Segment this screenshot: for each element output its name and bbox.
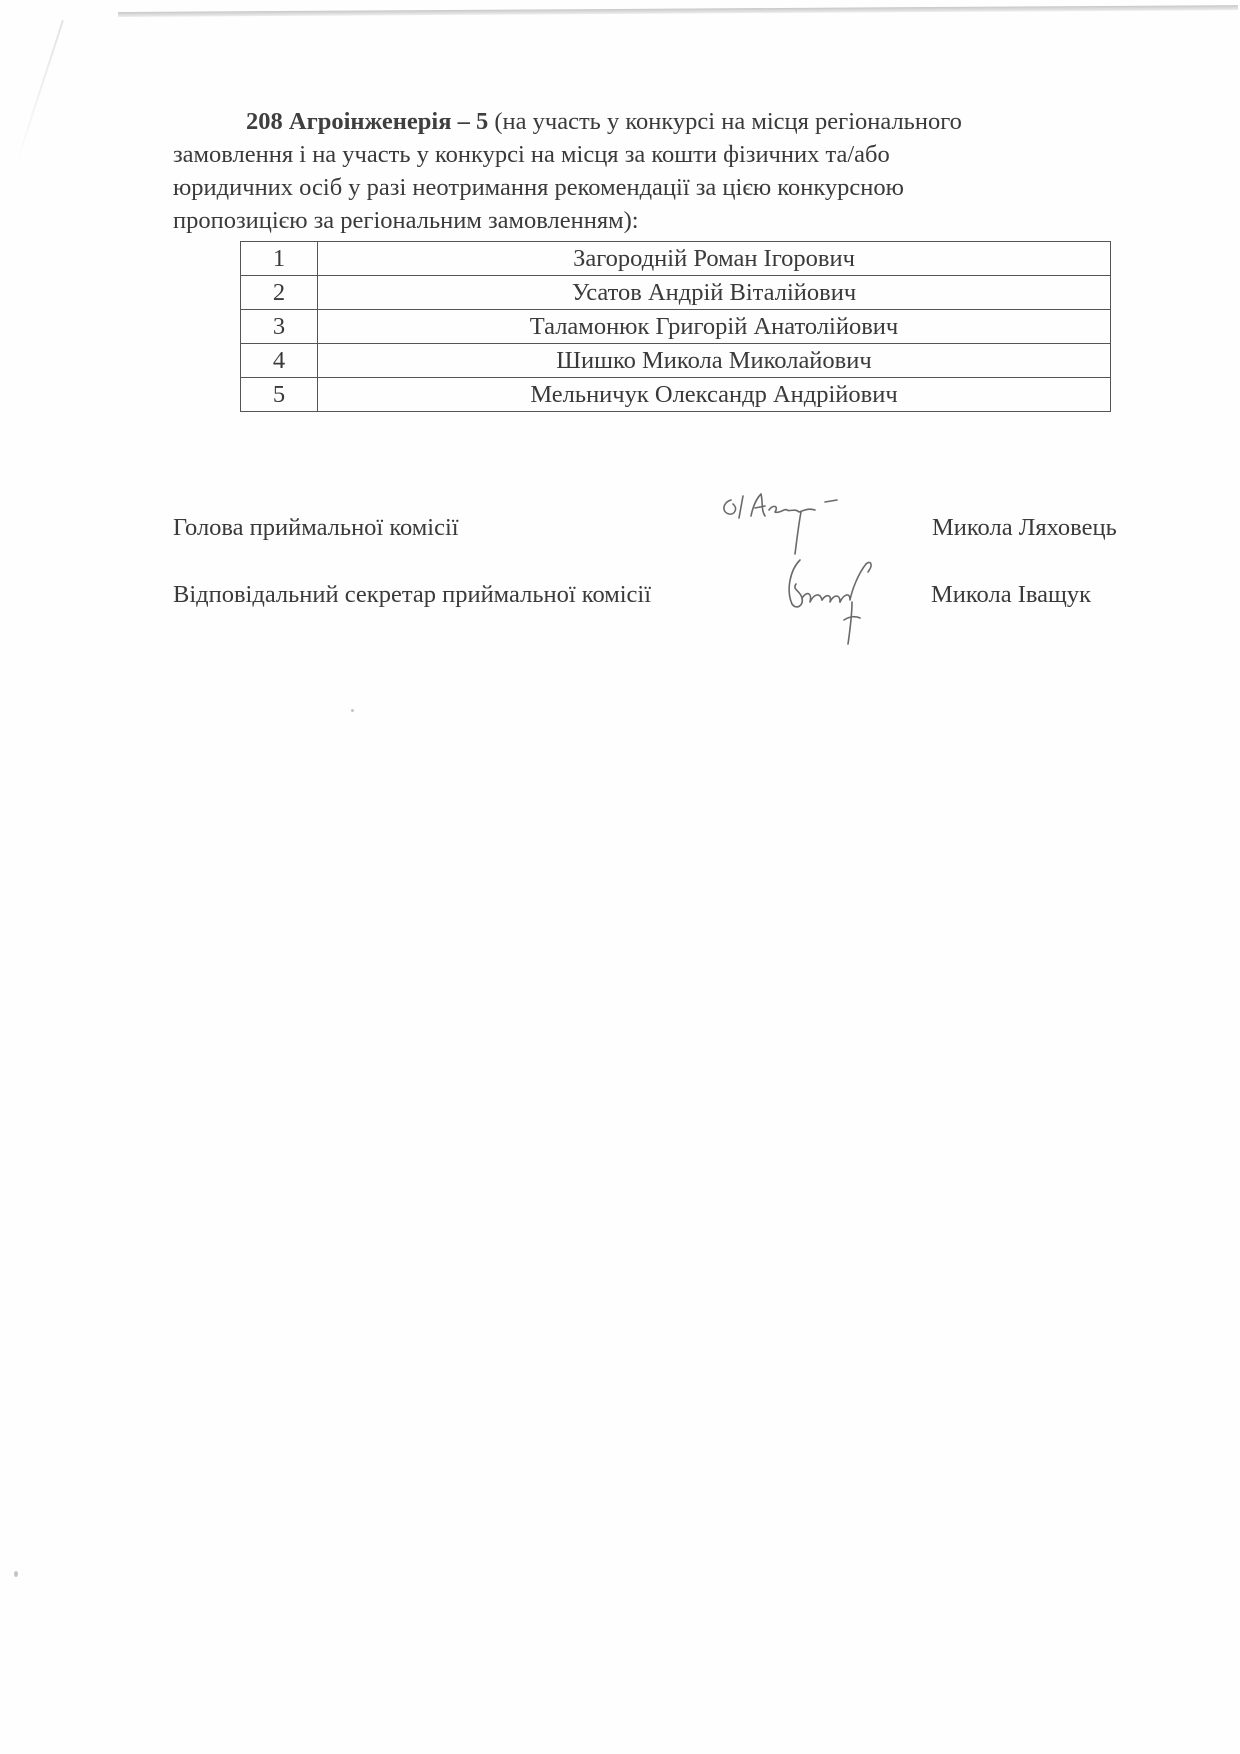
applicant-name: Шишко Микола Миколайович [318,344,1111,378]
intro-line-4: пропозицією за регіональним замовленням): [173,207,639,234]
intro-line-1 [173,105,1178,138]
specialty-heading: 208 Агроінженерія – 5 [246,108,489,135]
secretary-title: Відповідальний секретар приймальної комісії [173,581,652,608]
table-row [241,242,1111,276]
secretary-signature-icon [778,550,888,650]
applicant-name: Таламонюк Григорій Анатолійович [318,310,1111,344]
intro-paragraph [173,105,1178,237]
row-number: 3 [241,310,318,344]
intro-line-1-text: (на участь у конкурсі на місця регіонального [494,108,962,135]
applicants-table [240,241,1111,412]
chair-signature-text: Ляховець [713,566,718,567]
intro-line-2: замовлення і на участь у конкурсі на місця за кошти фізичних та/або [173,141,890,168]
scan-edge-top [118,5,1238,17]
row-number: 5 [241,378,318,412]
intro-line-3: юридичних осіб у разі неотримання рекомендації за цією конкурсною [173,174,904,201]
scan-speck [14,1571,18,1577]
secretary-name: Микола Іващук [931,581,1092,608]
row-number: 1 [241,242,318,276]
applicant-name: Мельничук Олександр Андрійович [318,378,1111,412]
row-number: 4 [241,344,318,378]
chair-signature-row [173,513,1173,573]
applicant-name: Усатов Андрій Віталійович [318,276,1111,310]
table-row [241,276,1111,310]
chair-title: Голова приймальної комісії [173,514,459,541]
scan-edge-left [16,20,64,163]
table-row [241,344,1111,378]
row-number: 2 [241,276,318,310]
scan-speck [351,709,354,712]
chair-name: Микола Ляховець [932,514,1117,541]
table-row [241,378,1111,412]
secretary-signature-row [173,580,1173,649]
secretary-signature-text: Іващук [778,648,781,649]
table-row [241,310,1111,344]
applicant-name: Загородній Роман Ігорович [318,242,1111,276]
